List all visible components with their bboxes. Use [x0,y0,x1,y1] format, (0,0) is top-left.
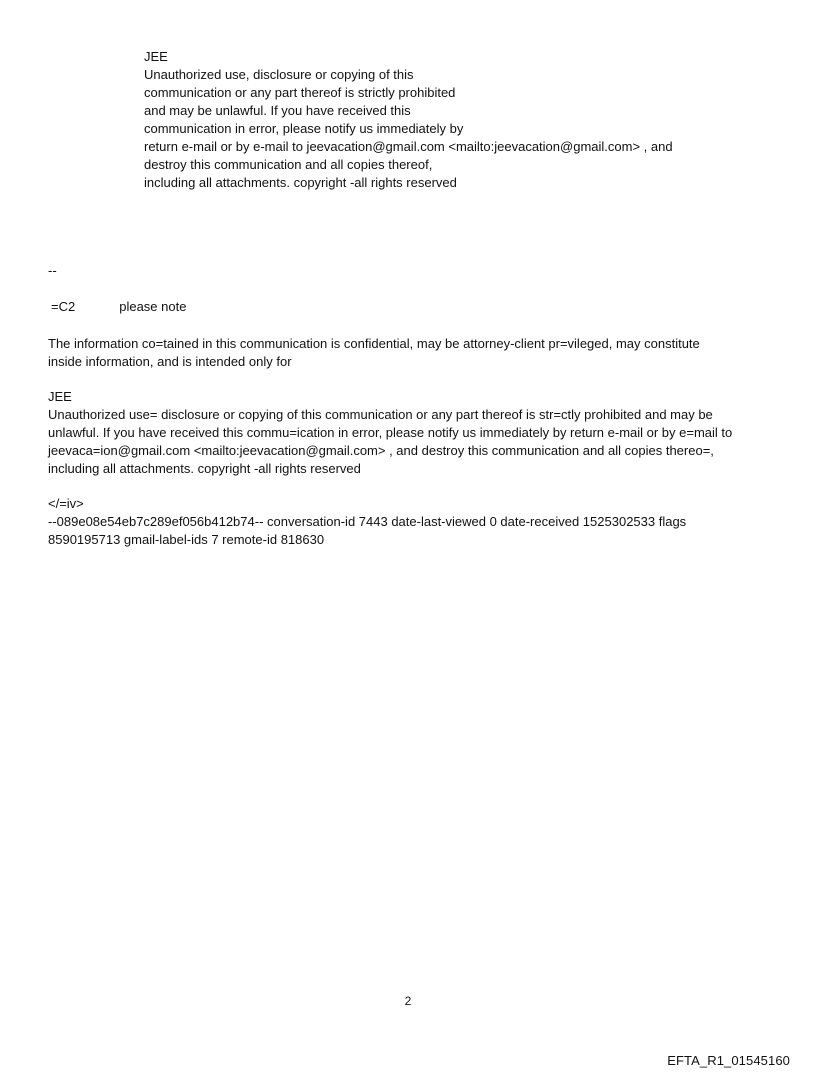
header-line: communication in error, please notify us immediately by [144,121,464,136]
header-jee: JEE [144,49,168,64]
second-line: unlawful. If you have received this commu=ication in error, please notify us immediately by return e-mail or by e=mail to [48,425,733,440]
header-line: Unauthorized use, disclosure or copying of this [144,67,414,82]
note-prefix: =C2 [51,299,76,314]
footer-line: 8590195713 gmail-label-ids 7 remote-id 818630 [48,532,325,547]
footer-line: --089e08e54eb7c289ef056b412b74-- conversation-id 7443 date-last-viewed 0 date-received 1525302533 flags [48,514,687,529]
note-line [51,298,186,316]
document-id: EFTA_R1_01545160 [667,1053,790,1068]
page-number: 2 [404,994,412,1008]
info-line: The information co=tained in this communication is confidential, may be attorney-client pr=vileged, may constitute [48,336,700,351]
separator: -- [48,263,57,278]
header-line: communication or any part thereof is strictly prohibited [144,85,456,100]
header-line: destroy this communication and all copies thereof, [144,157,433,172]
header-line: and may be unlawful. If you have received this [144,103,411,118]
note-text: please note [119,299,187,314]
second-jee: JEE [48,389,72,404]
div-close-tag: </=iv> [48,496,84,511]
second-line: jeevaca=ion@gmail.com <mailto:jeevacation@gmail.com> , and destroy this communication and all copies thereo=, [48,443,714,458]
second-line: including all attachments. copyright -all rights reserved [48,461,361,476]
info-line: inside information, and is intended only for [48,354,292,369]
header-line: return e-mail or by e-mail to jeevacation@gmail.com <mailto:jeevacation@gmail.com> , and [144,139,673,154]
second-line: Unauthorized use= disclosure or copying of this communication or any part thereof is str=ctly prohibited and may be [48,407,713,422]
header-line: including all attachments. copyright -all rights reserved [144,175,457,190]
